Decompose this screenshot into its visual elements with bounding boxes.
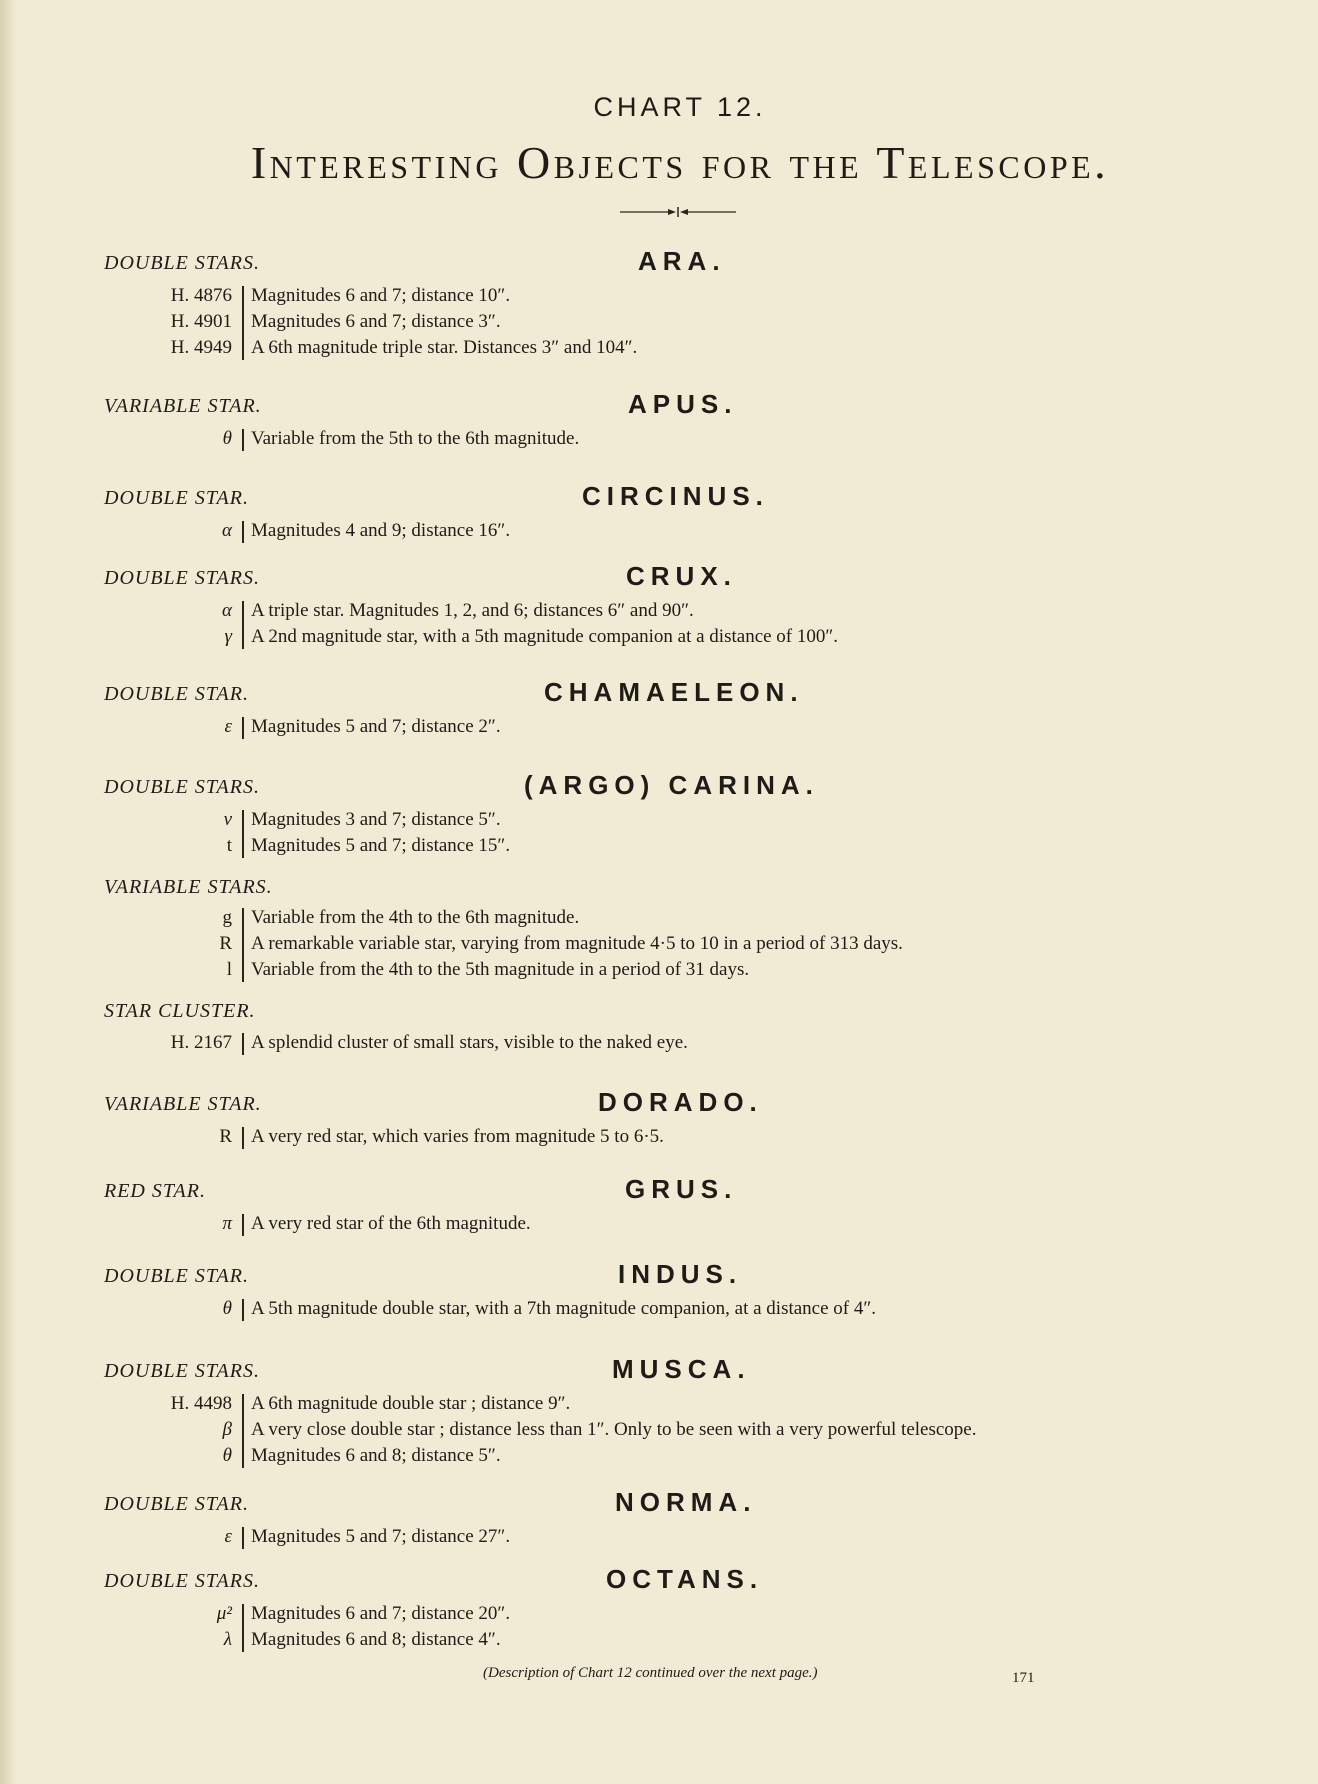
constellation-name: OCTANS.: [606, 1564, 764, 1594]
constellation-name: NORMA.: [615, 1487, 757, 1517]
star-designation: ν: [223, 809, 232, 830]
star-description: Magnitudes 6 and 7; distance 3″.: [251, 311, 501, 332]
section-type-label: RED STAR.: [104, 1180, 206, 1202]
star-designation: ε: [224, 1526, 232, 1547]
star-designation: ε: [224, 716, 232, 737]
star-entry: [104, 1211, 1204, 1237]
star-description: A 5th magnitude double star, with a 7th magnitude companion, at a distance of 4″.: [251, 1298, 877, 1319]
section-type-label: DOUBLE STARS.: [104, 776, 260, 798]
star-entry: [104, 1443, 1204, 1469]
constellation-name: CIRCINUS.: [582, 481, 769, 511]
constellation-name: MUSCA.: [612, 1354, 751, 1384]
star-description: Magnitudes 6 and 7; distance 10″.: [251, 285, 511, 306]
star-description: A 2nd magnitude star, with a 5th magnitude companion at a distance of 100″.: [251, 626, 839, 647]
constellation-name: ARA.: [638, 246, 726, 276]
entry-list: [104, 1124, 1204, 1150]
star-entry: [104, 335, 1204, 361]
star-description: A very red star, which varies from magnitude 5 to 6·5.: [251, 1126, 664, 1147]
star-description: Magnitudes 6 and 8; distance 5″.: [251, 1445, 501, 1466]
star-description: A very close double star ; distance less than 1″. Only to be seen with a very powerful telescope.: [251, 1419, 977, 1440]
entry-list: [104, 807, 1204, 859]
star-designation: g: [222, 907, 232, 928]
section-type-label: DOUBLE STARS.: [104, 567, 260, 589]
section-type-label: VARIABLE STAR.: [104, 395, 262, 417]
entry-list: [104, 1391, 1204, 1469]
section-type-label: VARIABLE STARS.: [104, 876, 273, 898]
section-type-label: DOUBLE STARS.: [104, 252, 260, 274]
star-designation: θ: [222, 1298, 232, 1319]
star-description: Variable from the 5th to the 6th magnitude.: [251, 428, 580, 449]
star-entry: [104, 283, 1204, 309]
star-entry: [104, 1296, 1204, 1322]
star-description: A very red star of the 6th magnitude.: [251, 1213, 531, 1234]
continuation-note: (Description of Chart 12 continued over the next page.): [483, 1665, 818, 1681]
section-type-label: DOUBLE STAR.: [104, 683, 249, 705]
star-entry: [104, 833, 1204, 859]
page-number: 171: [1012, 1670, 1035, 1686]
star-description: A 6th magnitude triple star. Distances 3″ and 104″.: [251, 337, 638, 358]
constellation-name: GRUS.: [625, 1174, 738, 1204]
section-type-label: DOUBLE STARS.: [104, 1360, 260, 1382]
star-description: Magnitudes 3 and 7; distance 5″.: [251, 809, 501, 830]
star-entry: [104, 905, 1204, 931]
star-description: Magnitudes 5 and 7; distance 27″.: [251, 1526, 511, 1547]
section-type-label: DOUBLE STARS.: [104, 1570, 260, 1592]
entry-list: [104, 1524, 1204, 1550]
star-designation: θ: [222, 1445, 232, 1466]
entry-list: [104, 1601, 1204, 1653]
constellation-name: DORADO.: [598, 1087, 763, 1117]
star-designation: t: [226, 835, 232, 856]
star-designation: γ: [224, 626, 232, 647]
star-designation: α: [222, 520, 232, 541]
star-designation: μ²: [216, 1603, 232, 1624]
star-entry: [104, 518, 1204, 544]
star-description: Variable from the 4th to the 5th magnitude in a period of 31 days.: [251, 959, 750, 980]
entry-list: [104, 1030, 1204, 1056]
entry-list: [104, 283, 1204, 361]
star-entry: [104, 1124, 1204, 1150]
star-entry: [104, 957, 1204, 983]
page-title: Interesting Objects for the Telescope.: [250, 137, 1110, 188]
star-designation: l: [226, 959, 232, 980]
star-entry: [104, 807, 1204, 833]
star-designation: R: [219, 1126, 232, 1147]
star-entry: [104, 1524, 1204, 1550]
constellation-name: APUS.: [628, 389, 738, 419]
section-type-label: STAR CLUSTER.: [104, 1000, 256, 1022]
constellation-name: (ARGO) CARINA.: [524, 770, 819, 800]
star-entry: [104, 1627, 1204, 1653]
star-designation: α: [222, 600, 232, 621]
section-type-label: DOUBLE STAR.: [104, 487, 249, 509]
entry-list: [104, 714, 1204, 740]
star-designation: H. 4498: [170, 1393, 232, 1414]
entry-list: [104, 905, 1204, 983]
star-entry: [104, 624, 1204, 650]
star-description: Magnitudes 5 and 7; distance 2″.: [251, 716, 501, 737]
star-entry: [104, 714, 1204, 740]
star-entry: [104, 426, 1204, 452]
star-description: Magnitudes 6 and 8; distance 4″.: [251, 1629, 501, 1650]
star-designation: λ: [223, 1629, 232, 1650]
star-designation: θ: [222, 428, 232, 449]
page-edge: [0, 0, 14, 1784]
star-description: Magnitudes 5 and 7; distance 15″.: [251, 835, 511, 856]
star-entry: [104, 931, 1204, 957]
star-entry: [104, 1417, 1204, 1443]
section-type-label: DOUBLE STAR.: [104, 1265, 249, 1287]
star-description: Magnitudes 6 and 7; distance 20″.: [251, 1603, 511, 1624]
entry-list: [104, 1296, 1204, 1322]
chart-heading: CHART 12.: [593, 92, 767, 122]
star-description: A 6th magnitude double star ; distance 9″.: [251, 1393, 571, 1414]
star-description: A triple star. Magnitudes 1, 2, and 6; distances 6″ and 90″.: [251, 600, 694, 621]
star-designation: H. 4901: [170, 311, 232, 332]
star-entry: [104, 1601, 1204, 1627]
star-description: A splendid cluster of small stars, visible to the naked eye.: [251, 1032, 688, 1053]
entry-list: [104, 426, 1204, 452]
entry-list: [104, 598, 1204, 650]
constellation-name: CRUX.: [626, 561, 737, 591]
star-description: A remarkable variable star, varying from magnitude 4·5 to 10 in a period of 313 days.: [251, 933, 903, 954]
section-type-label: VARIABLE STAR.: [104, 1093, 262, 1115]
constellation-name: INDUS.: [618, 1259, 743, 1289]
star-designation: H. 4876: [170, 285, 232, 306]
star-designation: π: [222, 1213, 232, 1234]
entry-list: [104, 1211, 1204, 1237]
star-description: Variable from the 4th to the 6th magnitude.: [251, 907, 580, 928]
star-designation: H. 2167: [170, 1032, 232, 1053]
star-entry: [104, 1391, 1204, 1417]
section-type-label: DOUBLE STAR.: [104, 1493, 249, 1515]
star-designation: β: [222, 1419, 232, 1440]
constellation-name: CHAMAELEON.: [544, 677, 804, 707]
star-entry: [104, 309, 1204, 335]
star-description: Magnitudes 4 and 9; distance 16″.: [251, 520, 511, 541]
star-designation: R: [219, 933, 232, 954]
divider-ornament: [620, 206, 736, 218]
entry-list: [104, 518, 1204, 544]
star-entry: [104, 1030, 1204, 1056]
star-entry: [104, 598, 1204, 624]
star-designation: H. 4949: [170, 337, 232, 358]
